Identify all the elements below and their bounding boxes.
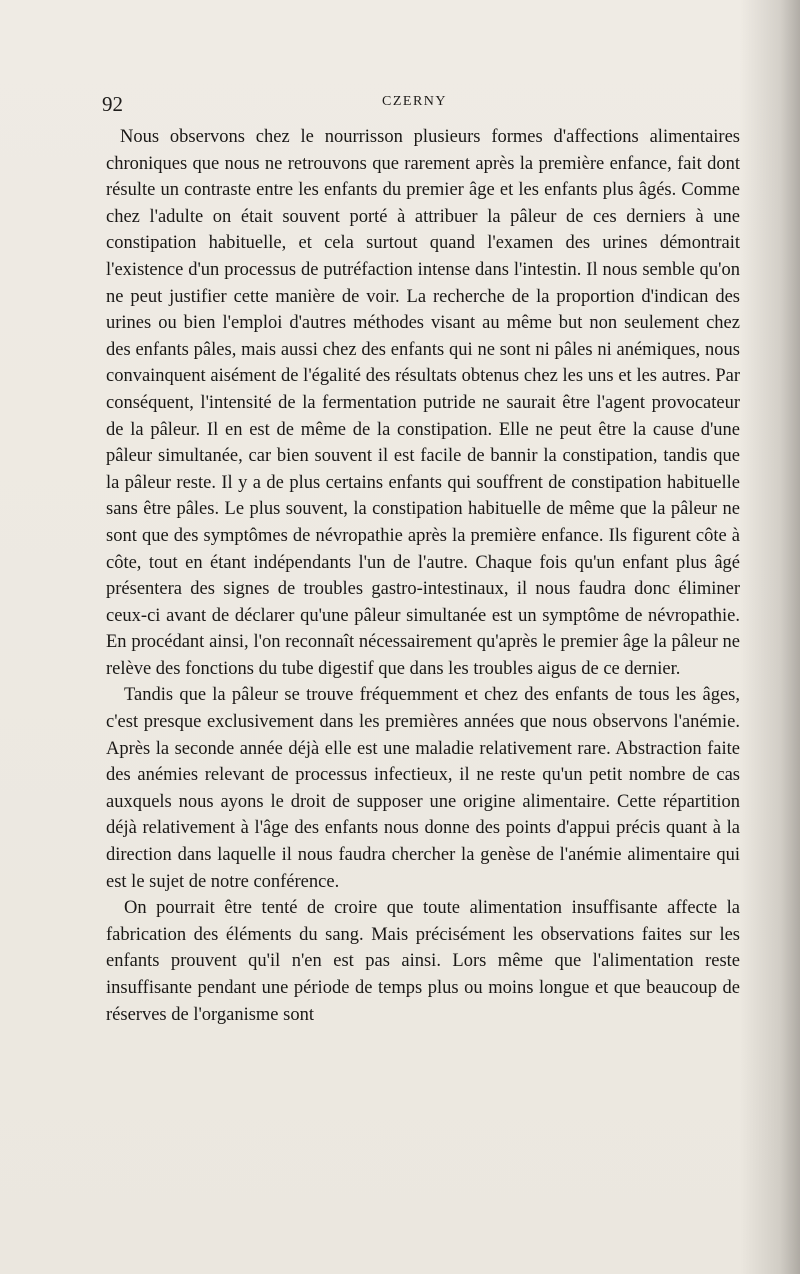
body-text — [106, 124, 740, 1028]
running-head: CZERNY — [382, 94, 447, 109]
paragraph-3: On pourrait être tenté de croire que toute alimentation insuffisante affecte la fabrication des éléments du sang. Mais précisément les observations faites sur les enfants prouvent qu'il n'en est pas ainsi. Lors même que l'alimentation reste insuffisante pendant une période de temps plus ou moins longue et que beaucoup de réserves de l'organisme sont — [106, 898, 740, 1025]
page-number: 92 — [102, 92, 123, 116]
paragraph-2: Tandis que la pâleur se trouve fréquemment et chez des enfants de tous les âges, c'est presque exclusivement dans les premières années que nous observons l'anémie. Après la seconde année déjà elle est une maladie relativement rare. Abstraction faite des anémies relevant de processus infectieux, il ne reste qu'un petit nombre de cas auxquels nous ayons le droit de supposer une origine alimentaire. Cette répartition déjà relativement à l'âge des enfants nous donne des points d'appui précis quant à la direction dans laquelle il nous faudra chercher la genèse de l'anémie alimentaire qui est le sujet de notre conférence. — [106, 685, 740, 892]
page-header — [102, 92, 742, 114]
paragraph-1: Nous observons chez le nourrisson plusieurs formes d'affections alimentaires chroniques que nous ne retrouvons que rarement après la première enfance, fait dont résulte un contraste entre les enfants du premier âge et les enfants plus âgés. Comme chez l'adulte on était souvent porté à attribuer la pâleur de ces derniers à une constipation habituelle, et cela surtout quand l'examen des urines démontrait l'existence d'un processus de putréfaction intense dans l'intestin. Il nous semble qu'on ne peut justifier cette manière de voir. La recherche de la proportion d'indican des urines ou bien l'emploi d'autres méthodes visant au même but non seulement chez des enfants pâles, mais aussi chez des enfants qui ne sont ni pâles ni anémiques, nous convainquent aisément de l'égalité des résultats obtenus chez les uns et les autres. Par conséquent, l'intensité de la fermentation putride ne saurait être l'agent provocateur de la pâleur. Il en est de même de la constipation. Elle ne peut être la cause d'une pâleur simultanée, car bien souvent il est facile de bannir la constipation, tandis que la pâleur reste. Il y a de plus certains enfants qui souffrent de constipation habituelle sans être pâles. Le plus souvent, la constipation habituelle de même que la pâleur ne sont que des symptômes de névropathie après la première enfance. Ils figurent côte à côte, tout en étant indépendants l'un de l'autre. Chaque fois qu'un enfant plus âgé présentera des signes de troubles gastro-intestinaux, il nous faudra donc éliminer ceux-ci avant de déclarer qu'une pâleur simultanée est un symptôme de névropathie. En procédant ainsi, l'on reconnaît nécessairement qu'après le premier âge la pâleur ne relève des fonctions du tube digestif que dans les troubles aigus de ce dernier. — [106, 127, 740, 679]
